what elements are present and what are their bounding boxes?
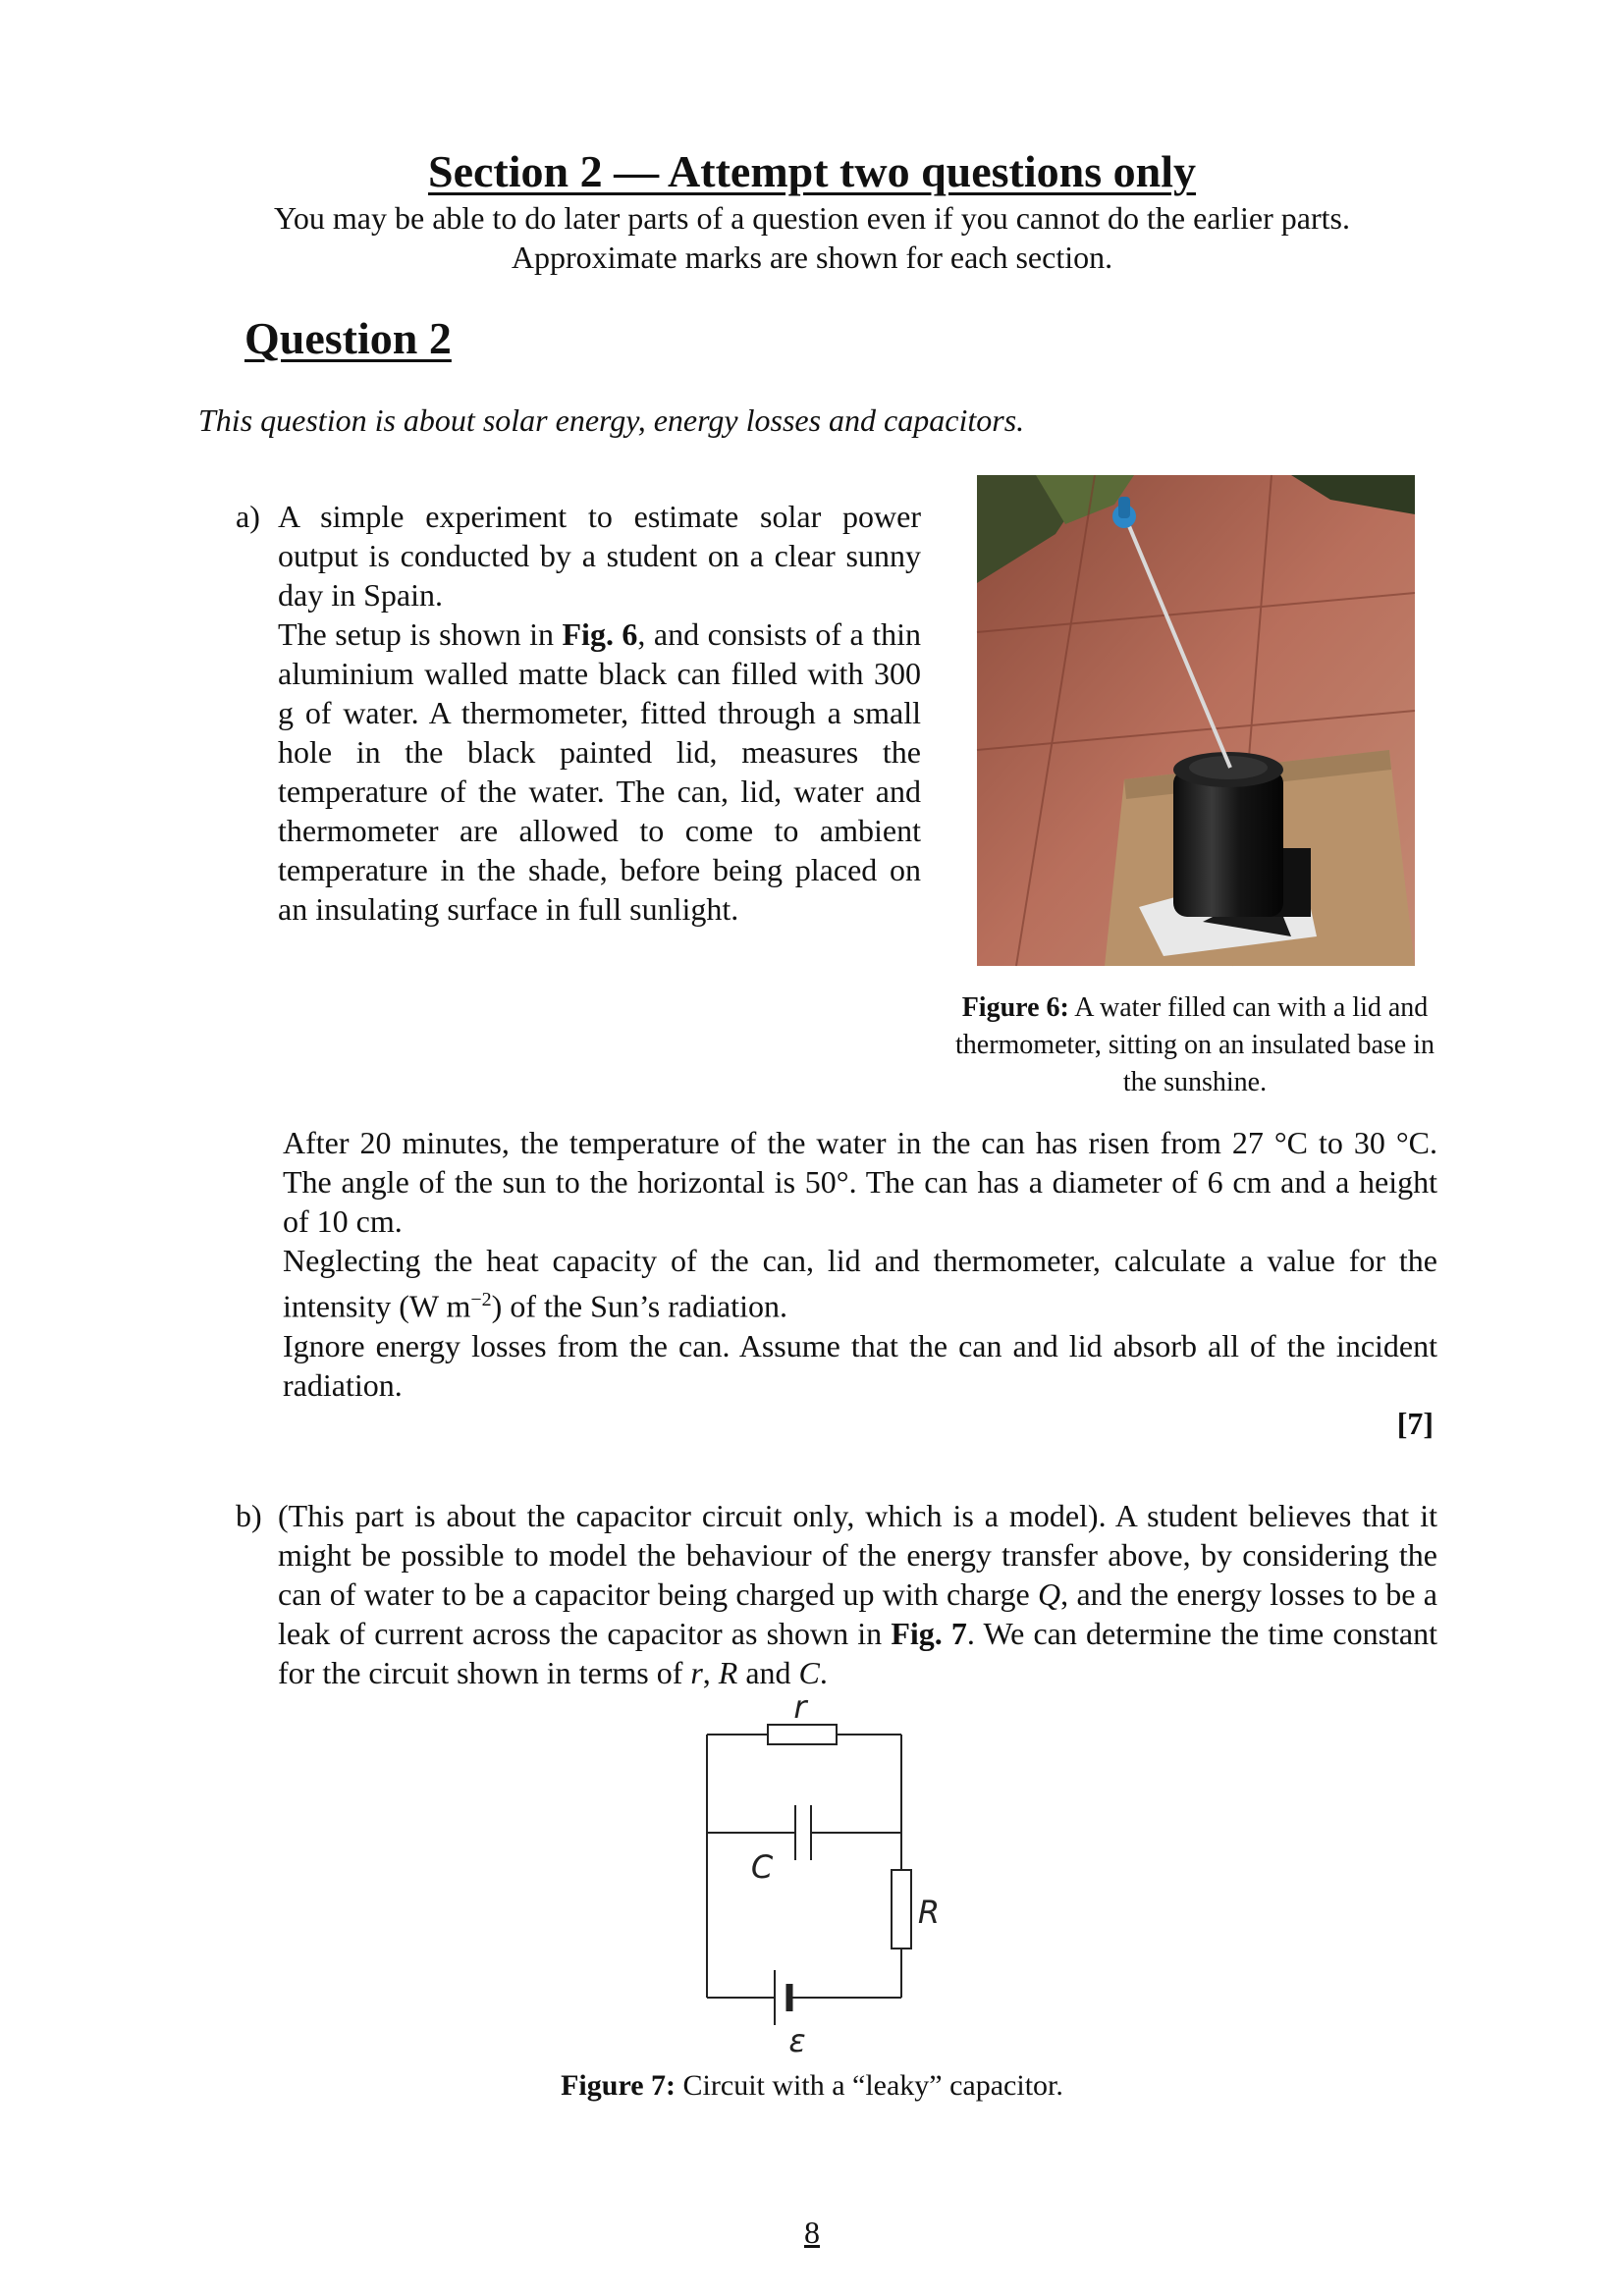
part-a-label: a) — [236, 499, 260, 534]
part-b-text: (This part is about the capacitor circuit only, which is a model). A student believes that it might be possible to model the behaviour of the energy transfer above, by considering the can of water to be a capacitor being charged up with charge Q, and the energy losses to be a leak of current across the capacitor as shown in Fig. 7. We can determine the time constant for the circuit shown in terms of r, R and C. — [278, 1498, 1438, 1690]
figure-7-caption: Figure 7: Circuit with a “leaky” capacitor. — [561, 2069, 1063, 2102]
fig7-reference: Fig. 7 — [891, 1616, 967, 1651]
resistor-R — [892, 1870, 911, 1949]
label-R: R — [917, 1894, 941, 1931]
label-r: r — [793, 1688, 807, 1726]
can-photo — [977, 475, 1415, 966]
part-a-paragraph-1: A simple experiment to estimate solar power output is conducted by a student on a clear sunny day in Spain. — [278, 499, 921, 613]
part-b-label: b) — [236, 1498, 262, 1533]
part-a-text — [278, 497, 921, 929]
circuit-diagram — [687, 1683, 941, 2059]
part-a-paragraph-5: Ignore energy losses from the can. Assume that the can and lid absorb all of the incident radiation. — [283, 1327, 1437, 1403]
part-a-marks: [7] — [1396, 1406, 1434, 1441]
resistor-r — [768, 1725, 837, 1744]
section-note-1: You may be able to do later parts of a question even if you cannot do the earlier parts. — [274, 200, 1350, 236]
fig6-reference: Fig. 6 — [562, 616, 638, 652]
part-a-questions — [283, 1123, 1437, 1405]
part-a-paragraph-3: After 20 minutes, the temperature of the water in the can has risen from 27 °C to 30 °C. The angle of the sun to the horizontal is 50°. The can has a diameter of 6 cm and a height of 10 cm. — [283, 1125, 1437, 1239]
label-C: C — [750, 1848, 774, 1886]
section-note-2: Approximate marks are shown for each section. — [511, 240, 1113, 275]
part-a-paragraph-2: The setup is shown in Fig. 6, and consists of a thin aluminium walled matte black can filled with 300 g of water. A thermometer, fitted through a small hole in the black painted lid, measures the temperature of the water. The can, lid, water and thermometer are allowed to come to ambient temperature in the shade, before being placed on an insulating surface in full sunlight. — [278, 616, 922, 927]
question-topic: This question is about solar energy, energy losses and capacitors. — [198, 402, 1025, 438]
question-title: Question 2 — [244, 313, 452, 363]
part-a-paragraph-4: Neglecting the heat capacity of the can, lid and thermometer, calculate a value for the intensity (W $m^{-2}$) of the Sun’s radiation. — [283, 1243, 1437, 1324]
page-number: 8 — [804, 2215, 820, 2250]
section-title: Section 2 — Attempt two questions only — [427, 146, 1197, 196]
figure-6-caption: Figure 6: A water filled can with a lid and thermometer, sitting on an insulated base in the sunshine. — [955, 992, 1435, 1097]
label-emf: ε — [788, 2022, 806, 2059]
